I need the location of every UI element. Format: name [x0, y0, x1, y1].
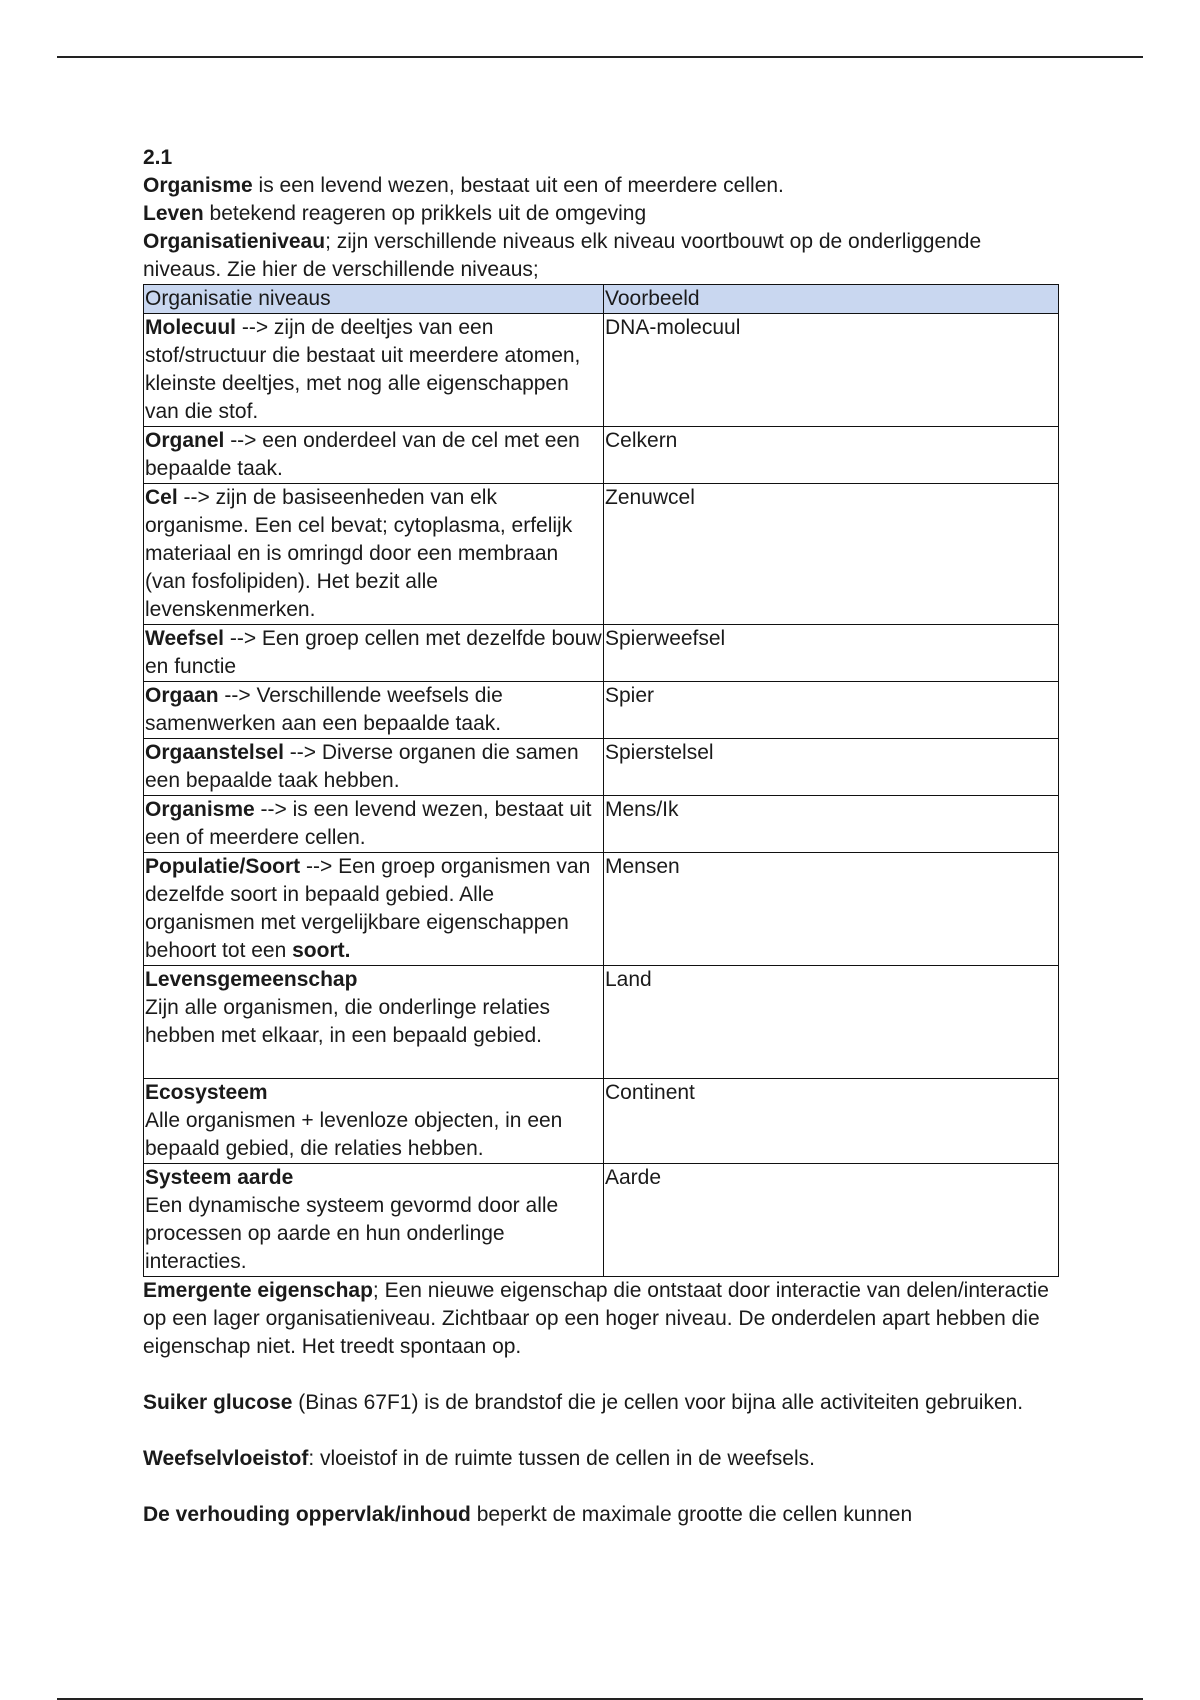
example-cell: Spier [604, 682, 1059, 739]
example-cell: Spierweefsel [604, 625, 1059, 682]
table-row [144, 625, 1059, 682]
paragraph-suiker-glucose: Suiker glucose (Binas 67F1) is de brandstof die je cellen voor bijna alle activiteiten gebruiken. [143, 1391, 1024, 1414]
document-page [143, 144, 1063, 1529]
table-row [144, 1164, 1059, 1277]
term: Leven [143, 202, 204, 225]
page-top-rule [57, 56, 1143, 58]
intro-leven: Leven betekend reageren op prikkels uit de omgeving [143, 202, 647, 225]
table-row [144, 1079, 1059, 1164]
paragraph-verhouding: De verhouding oppervlak/inhoud beperkt de maximale grootte die cellen kunnen [143, 1503, 913, 1526]
table-row [144, 314, 1059, 427]
table-row [144, 427, 1059, 484]
example-cell: Land [604, 966, 1059, 1079]
example-cell: DNA-molecuul [604, 314, 1059, 427]
level-cell: Ecosysteem Alle organismen + levenloze objecten, in een bepaald gebied, die relaties hebben. [144, 1079, 604, 1164]
level-cell: Organisme --> is een levend wezen, bestaat uit een of meerdere cellen. [144, 796, 604, 853]
table-row [144, 853, 1059, 966]
level-cell: Orgaanstelsel --> Diverse organen die samen een bepaalde taak hebben. [144, 739, 604, 796]
example-cell: Mensen [604, 853, 1059, 966]
table-row [144, 966, 1059, 1079]
column-header: Voorbeeld [604, 285, 1059, 314]
paragraph-weefselvloeistof: Weefselvloeistof: vloeistof in de ruimte tussen de cellen in de weefsels. [143, 1447, 815, 1470]
example-cell: Celkern [604, 427, 1059, 484]
example-cell: Zenuwcel [604, 484, 1059, 625]
intro-organisatieniveau: Organisatieniveau; zijn verschillende niveaus elk niveau voortbouwt op de onderliggende niveaus. Zie hier de verschillende niveaus; [143, 230, 982, 281]
intro-organisme: Organisme is een levend wezen, bestaat uit een of meerdere cellen. [143, 174, 784, 197]
table-row [144, 739, 1059, 796]
level-cell: Levensgemeenschap Zijn alle organismen, die onderlinge relaties hebben met elkaar, in een bepaald gebied. [144, 966, 604, 1079]
level-cell: Cel --> zijn de basiseenheden van elk organisme. Een cel bevat; cytoplasma, erfelijk materiaal en is omringd door een membraan (van fosfolipiden). Het bezit alle levenskenmerken. [144, 484, 604, 625]
term: Organisatieniveau [143, 230, 326, 253]
example-cell: Aarde [604, 1164, 1059, 1277]
table-row [144, 484, 1059, 625]
example-cell: Spierstelsel [604, 739, 1059, 796]
example-cell: Mens/Ik [604, 796, 1059, 853]
term: Organisme [143, 174, 253, 197]
level-cell: Molecuul --> zijn de deeltjes van een stof/structuur die bestaat uit meerdere atomen, kleinste deeltjes, met nog alle eigenschappen van die stof. [144, 314, 604, 427]
level-cell: Populatie/Soort --> Een groep organismen van dezelfde soort in bepaald gebied. Alle organismen met vergelijkbare eigenschappen behoort tot een soort. [144, 853, 604, 966]
section-number: 2.1 [143, 146, 173, 169]
paragraph-emergente-eigenschap: Emergente eigenschap; Een nieuwe eigenschap die ontstaat door interactie van delen/interactie op een lager organisatieniveau. Zichtbaar op een hoger niveau. De onderdelen apart hebben die eigenschap niet. Het treedt spontaan op. [143, 1279, 1049, 1358]
level-cell: Orgaan --> Verschillende weefsels die samenwerken aan een bepaalde taak. [144, 682, 604, 739]
table-header-row [144, 285, 1059, 314]
example-cell: Continent [604, 1079, 1059, 1164]
level-cell: Systeem aarde Een dynamische systeem gevormd door alle processen op aarde en hun onderlinge interacties. [144, 1164, 604, 1277]
organisation-levels-table [143, 284, 1059, 1277]
column-header: Organisatie niveaus [144, 285, 604, 314]
table-row [144, 682, 1059, 739]
level-cell: Weefsel --> Een groep cellen met dezelfde bouw en functie [144, 625, 604, 682]
level-cell: Organel --> een onderdeel van de cel met een bepaalde taak. [144, 427, 604, 484]
table-row [144, 796, 1059, 853]
